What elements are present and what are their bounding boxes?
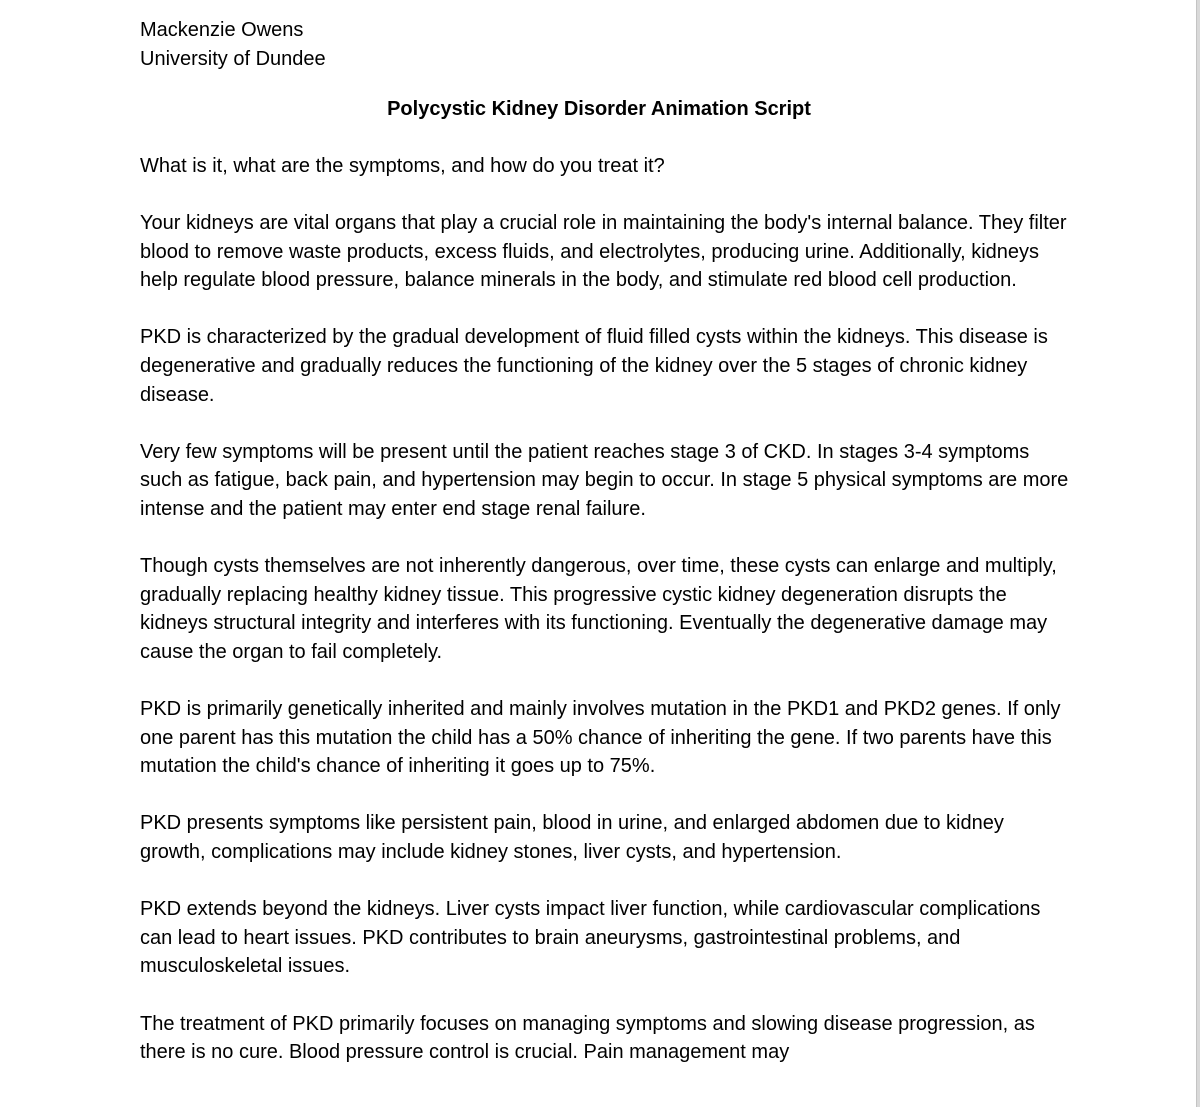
paragraph-pkd-definition: PKD is characterized by the gradual development of fluid filled cysts within the kidneys. This disease is degenerative and gradually reduces the functioning of the kidney over the 5 stages of chronic kidney disease.	[140, 326, 1048, 406]
author-institution: University of Dundee	[140, 47, 326, 70]
paragraph-intro-question: What is it, what are the symptoms, and how do you treat it?	[140, 154, 665, 177]
document-body	[140, 16, 1070, 1067]
paragraph-cyst-degeneration: Though cysts themselves are not inherently dangerous, over time, these cysts can enlarge and multiply, gradually replacing healthy kidney tissue. This progressive cystic kidney degeneration disrupts the kidneys structural integrity and interferes with its functioning. Eventually the degenerative damage may cause the organ to fail completely.	[140, 555, 1057, 663]
page-edge-scrollbar[interactable]	[1196, 0, 1200, 1107]
paragraph-kidney-function: Your kidneys are vital organs that play a crucial role in maintaining the body's internal balance. They filter blood to remove waste products, excess fluids, and electrolytes, producing urine. Additionally, kidneys help regulate blood pressure, balance minerals in the body, and stimulate red blood cell production.	[140, 211, 1067, 292]
paragraph-symptom-stages: Very few symptoms will be present until the patient reaches stage 3 of CKD. In stages 3-4 symptoms such as fatigue, back pain, and hypertension may begin to occur. In stage 5 physical symptoms are more intense and the patient may enter end stage renal failure.	[140, 440, 1069, 520]
paragraph-genetic-inheritance: PKD is primarily genetically inherited and mainly involves mutation in the PKD1 and PKD2 genes. If only one parent has this mutation the child has a 50% chance of inheriting the gene. If two parents have this mutation the child's chance of inheriting it goes up to 75%.	[140, 698, 1061, 778]
paragraph-symptoms-complications: PKD presents symptoms like persistent pain, blood in urine, and enlarged abdomen due to kidney growth, complications may include kidney stones, liver cysts, and hypertension.	[140, 812, 1004, 864]
paragraph-treatment: The treatment of PKD primarily focuses on managing symptoms and slowing disease progression, as there is no cure. Blood pressure control is crucial. Pain management may	[140, 1012, 1035, 1064]
author-name: Mackenzie Owens	[140, 19, 304, 41]
paragraph-extra-renal-effects: PKD extends beyond the kidneys. Liver cysts impact liver function, while cardiovascular complications can lead to heart issues. PKD contributes to brain aneurysms, gastrointestinal problems, and musculoskeletal issues.	[140, 898, 1041, 978]
document-title: Polycystic Kidney Disorder Animation Script	[387, 98, 811, 121]
